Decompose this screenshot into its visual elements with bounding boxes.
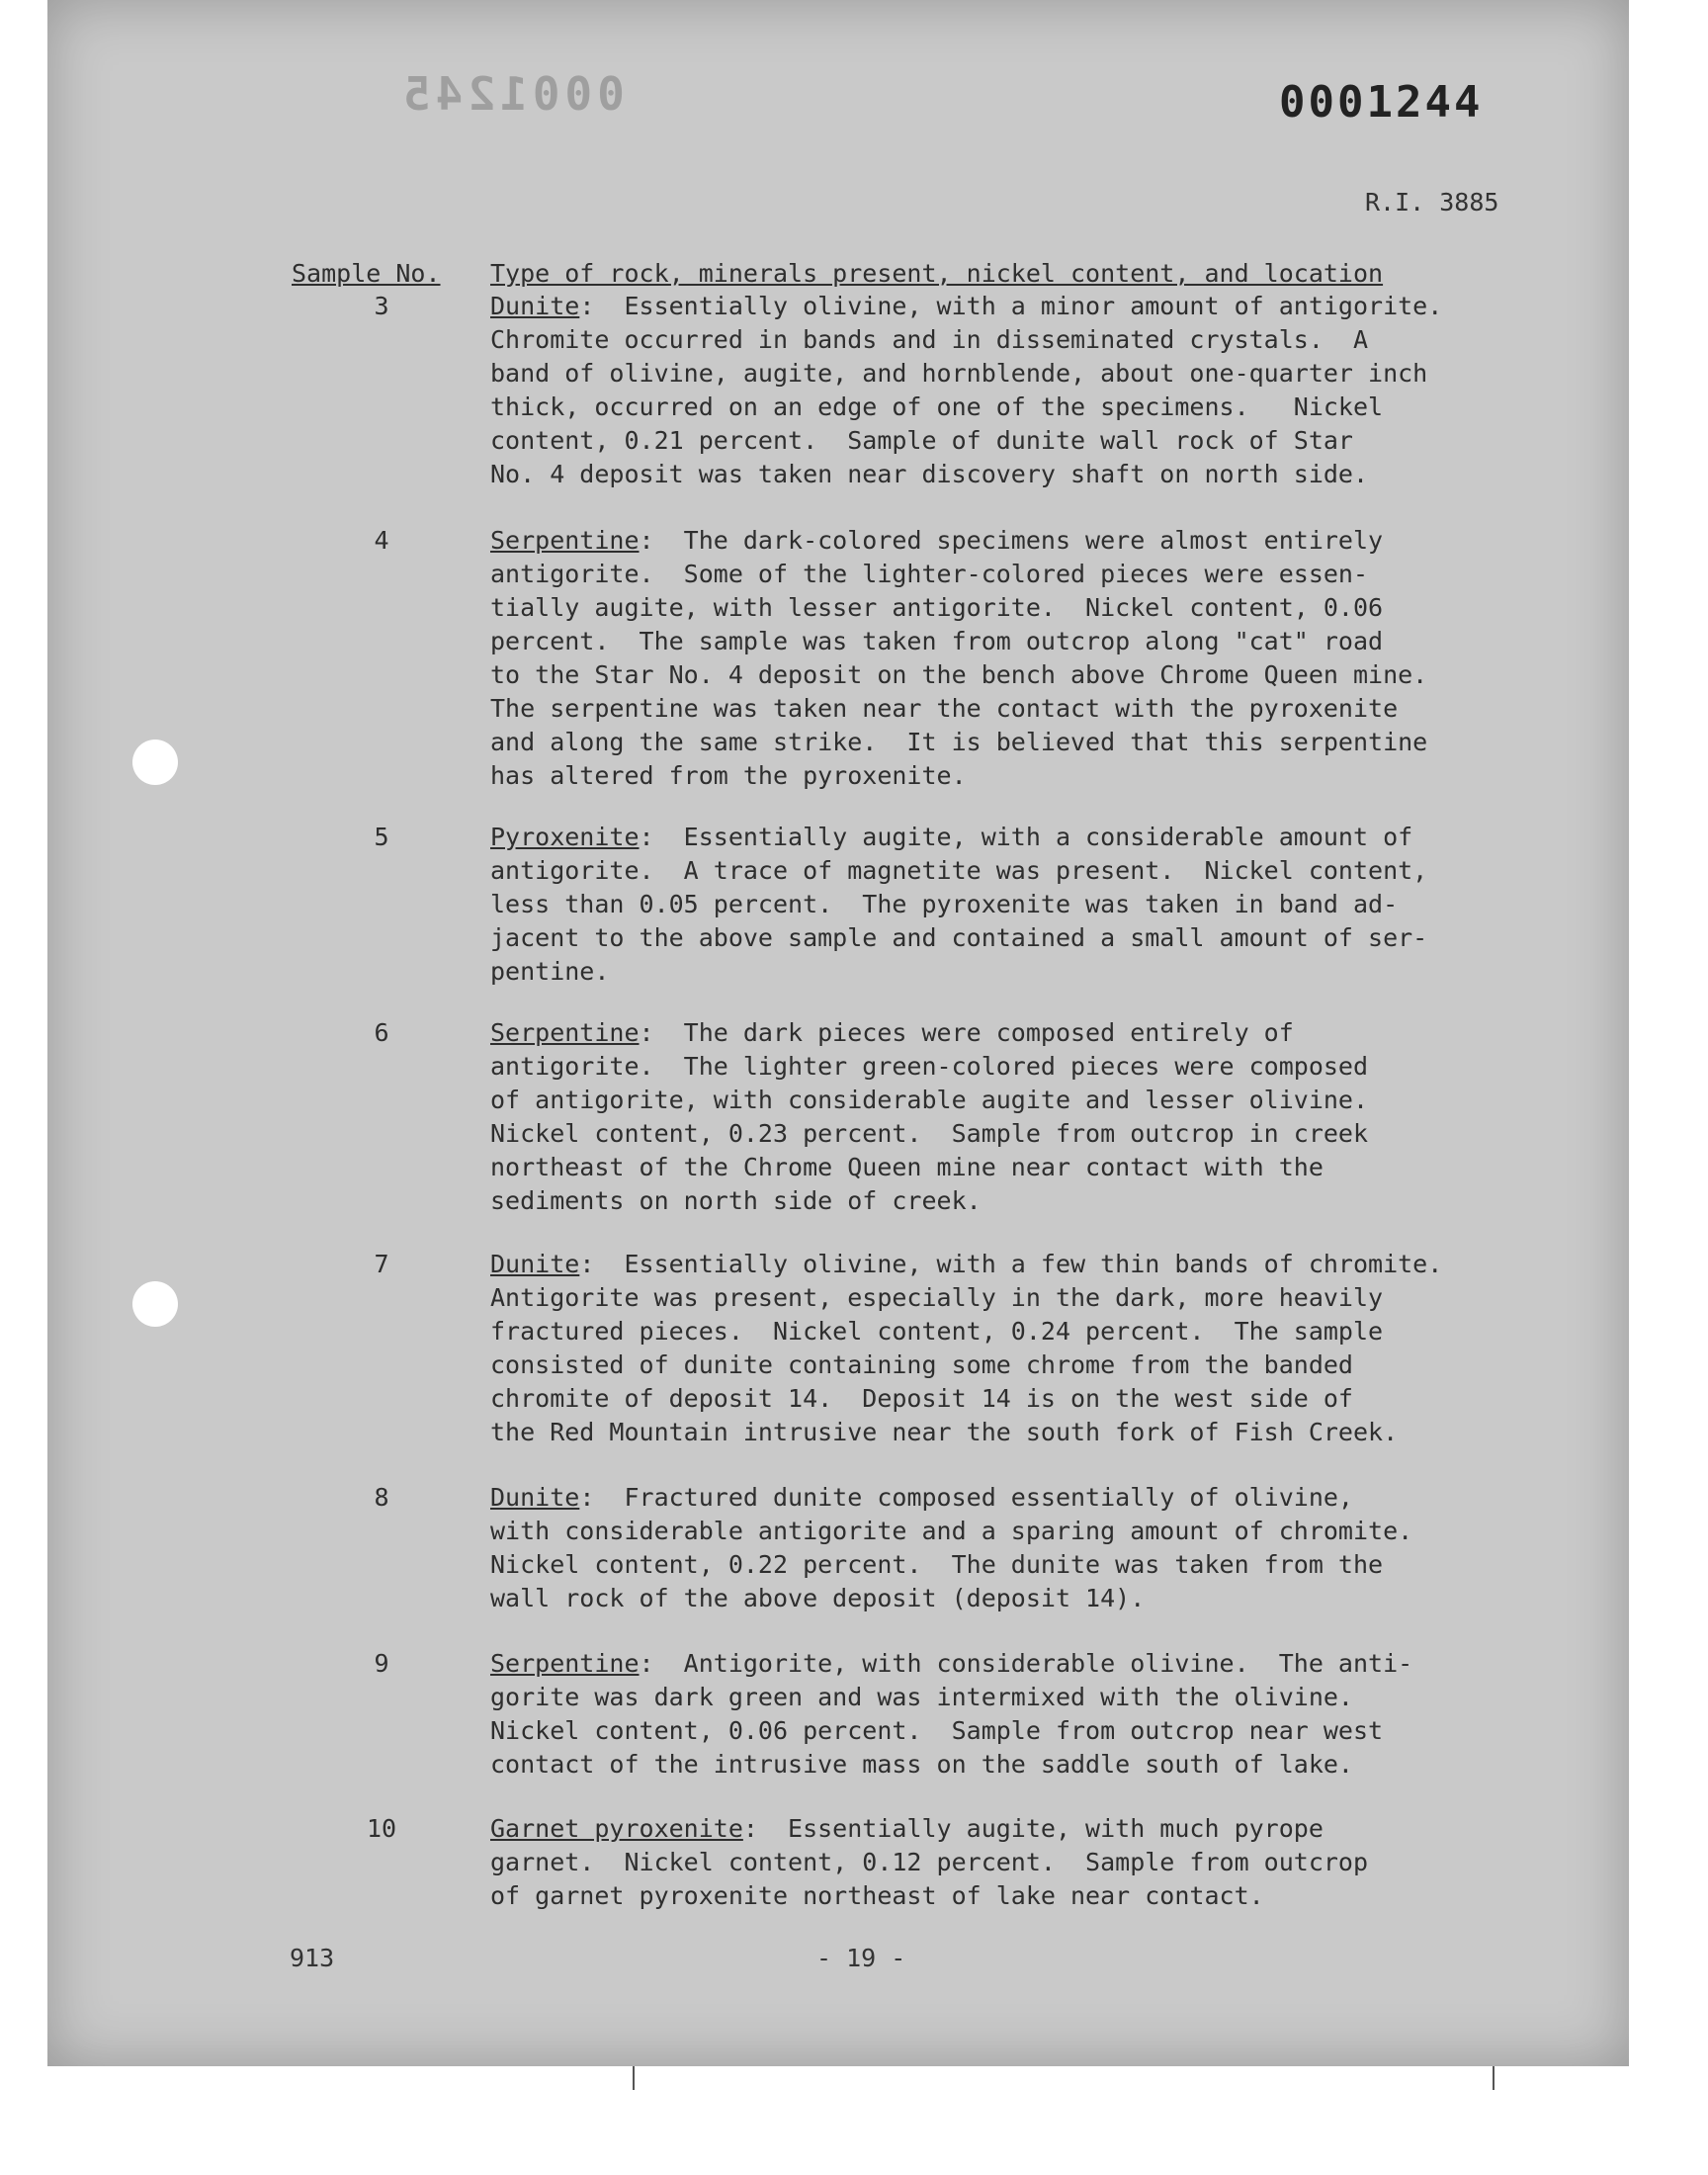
- sample-number: 6: [374, 1018, 389, 1047]
- sample-number: 9: [374, 1649, 389, 1678]
- description-line: Nickel content, 0.06 percent. Sample from outcrop near west: [490, 1716, 1384, 1745]
- bleed-through-number: 0001245: [398, 67, 625, 121]
- sample-description: [490, 1248, 1442, 1449]
- description-line: fractured pieces. Nickel content, 0.24 percent. The sample: [490, 1317, 1384, 1346]
- sample-description: [490, 1481, 1412, 1615]
- description-line: sediments on north side of creek.: [490, 1186, 982, 1215]
- description-text: : The dark pieces were composed entirely of: [639, 1018, 1294, 1047]
- description-line: [490, 821, 1427, 854]
- description-text: : Antigorite, with considerable olivine. The anti-: [639, 1649, 1413, 1678]
- description-line: No. 4 deposit was taken near discovery shaft on north side.: [490, 460, 1369, 488]
- description-text: : Essentially augite, with much pyrope: [742, 1814, 1324, 1843]
- binder-hole: [132, 740, 178, 785]
- description-line: to the Star No. 4 deposit on the bench above Chrome Queen mine.: [490, 660, 1428, 689]
- description-line: antigorite. The lighter green-colored pieces were composed: [490, 1052, 1369, 1081]
- description-line: Chromite occurred in bands and in disseminated crystals. A: [490, 325, 1369, 354]
- description-header: Type of rock, minerals present, nickel content, and location: [490, 259, 1384, 288]
- sample-no-header: Sample No.: [292, 259, 441, 288]
- footer-code: 913: [290, 1944, 335, 1972]
- description-line: band of olivine, augite, and hornblende, about one-quarter inch: [490, 359, 1428, 388]
- description-text: : Essentially augite, with a considerable amount of: [639, 823, 1413, 851]
- rock-type: Dunite: [490, 1483, 580, 1512]
- description-line: jacent to the above sample and contained a small amount of ser-: [490, 923, 1428, 952]
- description-line: chromite of deposit 14. Deposit 14 is on the west side of: [490, 1384, 1353, 1413]
- description-line: Nickel content, 0.23 percent. Sample from outcrop in creek: [490, 1119, 1369, 1148]
- report-id: R.I. 3885: [1365, 188, 1499, 217]
- scan-edge-mark: [633, 2066, 635, 2090]
- sample-description: [490, 821, 1427, 989]
- description-text: : The dark-colored specimens were almost entirely: [639, 526, 1384, 555]
- rock-type: Serpentine: [490, 1649, 640, 1678]
- description-text: : Fractured dunite composed essentially of olivine,: [579, 1483, 1353, 1512]
- sample-description: [490, 1647, 1412, 1782]
- sample-description: [490, 290, 1442, 491]
- description-line: [490, 1248, 1442, 1281]
- description-line: Nickel content, 0.22 percent. The dunite was taken from the: [490, 1550, 1384, 1579]
- description-line: antigorite. A trace of magnetite was present. Nickel content,: [490, 856, 1428, 885]
- scan-edge-mark: [1493, 2066, 1494, 2090]
- description-line: has altered from the pyroxenite.: [490, 761, 967, 790]
- description-line: consisted of dunite containing some chrome from the banded: [490, 1350, 1353, 1379]
- binder-hole: [132, 1281, 178, 1327]
- description-line: [490, 524, 1427, 558]
- description-line: thick, occurred on an edge of one of the specimens. Nickel: [490, 392, 1384, 421]
- document-page: [47, 0, 1629, 2066]
- rock-type: Serpentine: [490, 1018, 640, 1047]
- rock-type: Garnet pyroxenite: [490, 1814, 743, 1843]
- description-line: [490, 1016, 1368, 1050]
- sample-description: [490, 1812, 1368, 1913]
- description-text: : Essentially olivine, with a minor amount of antigorite.: [579, 292, 1443, 320]
- description-line: and along the same strike. It is believed that this serpentine: [490, 728, 1428, 756]
- sample-number: 7: [374, 1250, 389, 1278]
- description-line: Antigorite was present, especially in the dark, more heavily: [490, 1283, 1384, 1312]
- rock-type: Serpentine: [490, 526, 640, 555]
- description-line: [490, 1812, 1368, 1846]
- description-text: : Essentially olivine, with a few thin bands of chromite.: [579, 1250, 1443, 1278]
- description-line: contact of the intrusive mass on the saddle south of lake.: [490, 1750, 1353, 1779]
- description-line: the Red Mountain intrusive near the south fork of Fish Creek.: [490, 1418, 1399, 1446]
- description-line: garnet. Nickel content, 0.12 percent. Sample from outcrop: [490, 1848, 1369, 1876]
- page-number: - 19 -: [816, 1944, 906, 1972]
- rock-type: Dunite: [490, 292, 580, 320]
- sample-number: 10: [366, 1814, 397, 1843]
- description-line: of antigorite, with considerable augite and lesser olivine.: [490, 1086, 1369, 1114]
- description-line: tially augite, with lesser antigorite. Nickel content, 0.06: [490, 593, 1384, 622]
- serial-number: 0001244: [1279, 77, 1484, 128]
- sample-description: [490, 1016, 1368, 1218]
- sample-number: 3: [374, 292, 389, 320]
- description-line: northeast of the Chrome Queen mine near contact with the: [490, 1153, 1324, 1181]
- description-line: [490, 1647, 1412, 1681]
- description-line: gorite was dark green and was intermixed with the olivine.: [490, 1683, 1353, 1711]
- description-line: [490, 1481, 1412, 1515]
- description-line: with considerable antigorite and a sparing amount of chromite.: [490, 1517, 1413, 1545]
- description-line: The serpentine was taken near the contact with the pyroxenite: [490, 694, 1399, 723]
- rock-type: Pyroxenite: [490, 823, 640, 851]
- sample-number: 5: [374, 823, 389, 851]
- sample-number: 4: [374, 526, 389, 555]
- rock-type: Dunite: [490, 1250, 580, 1278]
- description-line: pentine.: [490, 957, 610, 986]
- sample-number: 8: [374, 1483, 389, 1512]
- description-line: of garnet pyroxenite northeast of lake near contact.: [490, 1881, 1264, 1910]
- description-line: content, 0.21 percent. Sample of dunite wall rock of Star: [490, 426, 1353, 455]
- description-line: less than 0.05 percent. The pyroxenite was taken in band ad-: [490, 890, 1399, 918]
- sample-description: [490, 524, 1427, 793]
- description-line: antigorite. Some of the lighter-colored pieces were essen-: [490, 560, 1369, 588]
- description-line: percent. The sample was taken from outcrop along "cat" road: [490, 627, 1384, 655]
- description-line: [490, 290, 1442, 323]
- description-line: wall rock of the above deposit (deposit 14).: [490, 1584, 1146, 1612]
